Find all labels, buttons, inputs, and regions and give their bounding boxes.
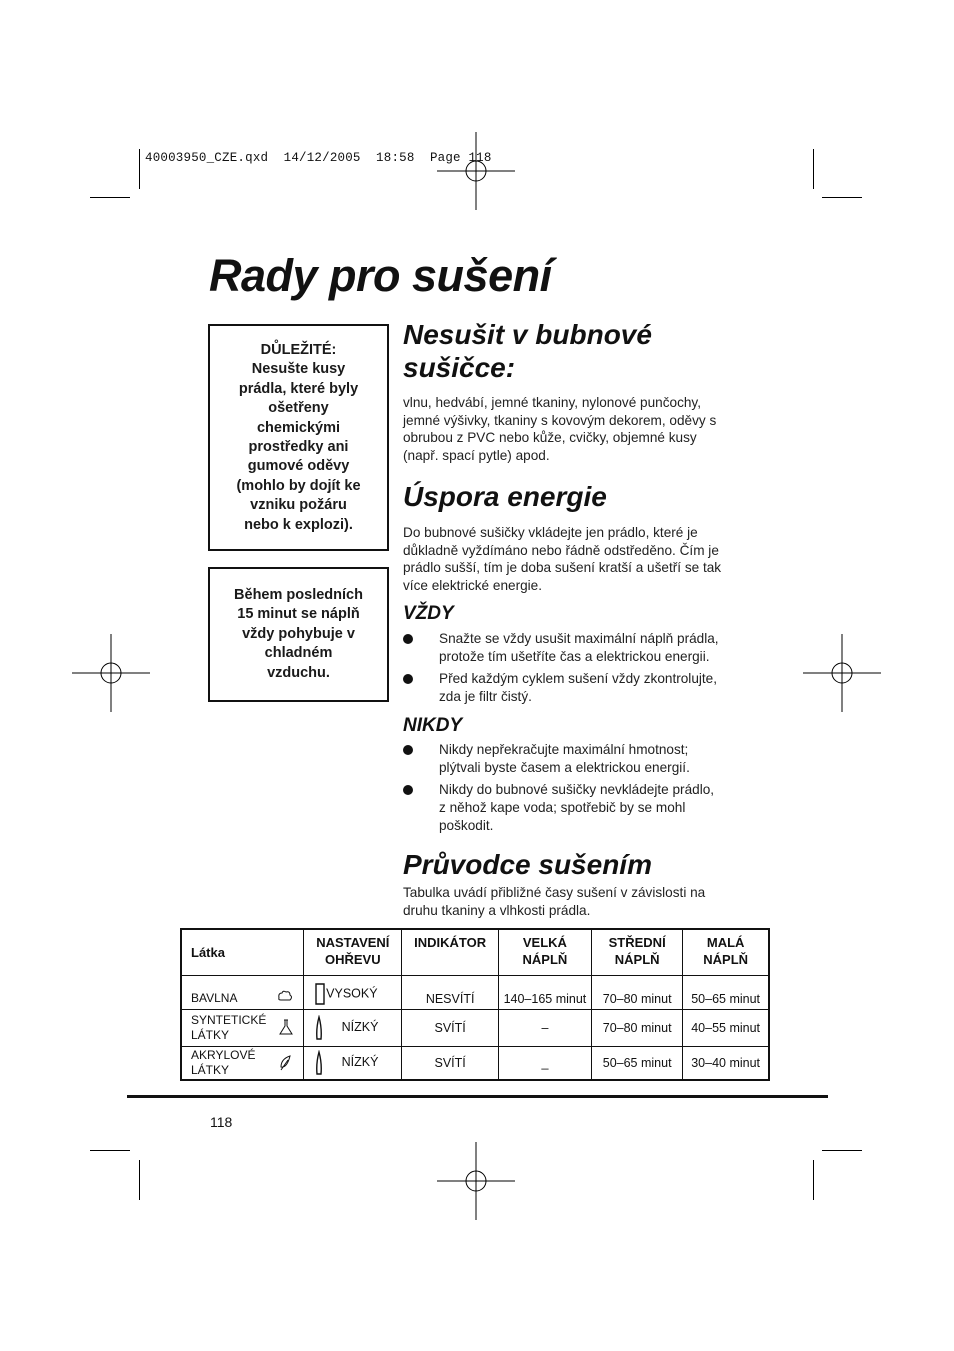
medium-load-cell: 70–80 minut	[592, 975, 683, 1009]
page-title: Rady pro sušení	[209, 250, 552, 301]
bullet-icon	[403, 674, 413, 684]
bullet-icon	[403, 634, 413, 644]
small-load-cell: 30–40 minut	[683, 1046, 769, 1080]
crop-mark	[822, 197, 862, 198]
bullet-icon	[403, 785, 413, 795]
heat-setting-cell: NÍZKÝ	[304, 1046, 402, 1080]
text-line: Snažte se vždy usušit maximální náplň prádla,	[439, 631, 719, 646]
drying-times-table	[180, 928, 770, 1081]
fabric-cell: BAVLNA	[181, 975, 304, 1009]
registration-mark-icon	[72, 634, 150, 712]
indicator-cell: SVÍTÍ	[402, 1046, 498, 1080]
energy-saving-text	[403, 524, 748, 594]
cooling-note-box	[208, 567, 389, 702]
warning-line: ošetřeny	[268, 400, 329, 417]
do-not-dry-text	[403, 394, 748, 464]
heading-drying-guide: Průvodce sušením	[403, 849, 652, 880]
list-item	[403, 630, 748, 668]
crop-mark	[813, 1160, 814, 1200]
important-warning-box	[208, 324, 389, 551]
print-slug: 40003950_CZE.qxd 14/12/2005 18:58 Page 118	[145, 151, 492, 165]
large-load-cell: 140–165 minut	[498, 975, 591, 1009]
fabric-cell: AKRYLOVÉ LÁTKY	[181, 1046, 304, 1080]
indicator-cell: NESVÍTÍ	[402, 975, 498, 1009]
text-line: protože tím ušetříte čas a elektrickou energii.	[439, 649, 710, 664]
text-line: poškodit.	[439, 818, 494, 833]
medium-load-cell: 50–65 minut	[592, 1046, 683, 1080]
column-header: MALÁ NÁPLŇ	[683, 929, 769, 975]
heat-low-icon	[314, 1015, 324, 1041]
note-line: chladném	[264, 645, 333, 662]
heading-line: sušičce:	[403, 352, 516, 383]
large-load-cell: –	[498, 1009, 591, 1046]
column-header: STŘEDNÍ NÁPLŇ	[592, 929, 683, 975]
column-header: INDIKÁTOR	[402, 929, 498, 975]
crop-mark	[139, 149, 140, 189]
small-load-cell: 50–65 minut	[683, 975, 769, 1009]
heading-line: Nesušit v bubnové	[403, 319, 652, 350]
warning-line: chemickými	[256, 419, 341, 436]
note-line: vzduchu.	[267, 664, 330, 681]
heading-energy-saving: Úspora energie	[403, 481, 607, 512]
indicator-cell: SVÍTÍ	[402, 1009, 498, 1046]
text-line: více elektrické energie.	[403, 577, 543, 593]
crop-mark	[90, 1150, 130, 1151]
text-line: Nikdy nepřekračujte maximální hmotnost;	[439, 742, 689, 757]
warning-line: Nesušte kusy	[251, 361, 346, 378]
table-row	[181, 975, 769, 1009]
crop-mark	[90, 197, 130, 198]
warning-line: prádla, které byly	[238, 380, 359, 397]
heading-never: NIKDY	[403, 715, 463, 736]
fabric-cell: SYNTETICKÉ LÁTKY	[181, 1009, 304, 1046]
column-header: VELKÁ NÁPLŇ	[498, 929, 591, 975]
text-line: Tabulka uvádí přibližné časy sušení v závislosti na	[403, 885, 706, 900]
heat-high-icon	[314, 982, 326, 1006]
note-line: 15 minut se náplň	[237, 606, 360, 623]
page-number: 118	[210, 1114, 233, 1130]
text-line: prádlo sušší, tím je doba sušení kratší a ušetří se tak	[403, 560, 722, 575]
list-item	[403, 670, 748, 708]
note-line: vždy pohybuje v	[242, 625, 355, 642]
text-line: z něhož kape voda; spotřebič by se mohl	[439, 800, 686, 815]
heading-always: VŽDY	[403, 603, 454, 624]
text-line: vlnu, hedvábí, jemné tkaniny, nylonové punčochy,	[403, 395, 701, 410]
list-item	[403, 781, 748, 837]
text-line: Do bubnové sušičky vkládejte jen prádlo, které je	[403, 525, 698, 540]
registration-mark-icon	[803, 634, 881, 712]
warning-line: nebo k explozi).	[244, 516, 353, 533]
acrylic-care-icon	[279, 1055, 293, 1074]
crop-mark	[822, 1150, 862, 1151]
synthetic-care-icon	[279, 1019, 293, 1038]
column-header: Látka	[181, 929, 304, 975]
registration-mark-icon	[437, 132, 515, 210]
crop-mark	[813, 149, 814, 189]
heading-do-not-dry	[403, 318, 652, 384]
table-row	[181, 1046, 769, 1080]
text-line: obrubou z PVC nebo kůže, cvičky, objemné kusy	[403, 430, 697, 445]
small-load-cell: 40–55 minut	[683, 1009, 769, 1046]
text-line: Nikdy do bubnové sušičky nevkládejte prádlo,	[439, 782, 715, 797]
heat-setting-cell: VYSOKÝ	[304, 975, 402, 1009]
text-line: jemné výšivky, tkaniny s kovovým dekorem, oděvy s	[403, 412, 717, 428]
text-line: důkladně vyždímáno nebo řádně odstředěno. Čím je	[403, 542, 719, 558]
drying-guide-text	[403, 884, 748, 919]
table-header-row	[181, 929, 769, 975]
warning-line: gumové oděvy	[247, 458, 350, 475]
warning-line: vzniku požáru	[250, 497, 347, 514]
heat-low-icon	[314, 1050, 324, 1076]
warning-line: (mohlo by dojít ke	[236, 477, 361, 494]
text-line: Před každým cyklem sušení vždy zkontrolujte,	[439, 671, 718, 686]
bullet-icon	[403, 745, 413, 755]
registration-mark-icon	[437, 1142, 515, 1220]
text-line: zda je filtr čistý.	[439, 689, 532, 704]
text-line: plýtvali byste časem a elektrickou energií.	[439, 760, 690, 775]
cotton-care-icon	[277, 990, 293, 1005]
note-line: Během posledních	[234, 587, 363, 603]
text-line: (např. spací pytle) apod.	[403, 447, 550, 463]
column-header: NASTAVENÍ OHŘEVU	[304, 929, 402, 975]
footer-rule	[127, 1095, 828, 1098]
list-item	[403, 741, 748, 779]
heat-setting-cell: NÍZKÝ	[304, 1009, 402, 1046]
text-line: druhu tkaniny a vlhkosti prádla.	[403, 902, 591, 918]
large-load-cell: _	[498, 1046, 591, 1080]
crop-mark	[139, 1160, 140, 1200]
warning-line: prostředky ani	[248, 439, 349, 456]
table-row	[181, 1009, 769, 1046]
medium-load-cell: 70–80 minut	[592, 1009, 683, 1046]
warning-line: DŮLEŽITÉ:	[260, 342, 337, 358]
